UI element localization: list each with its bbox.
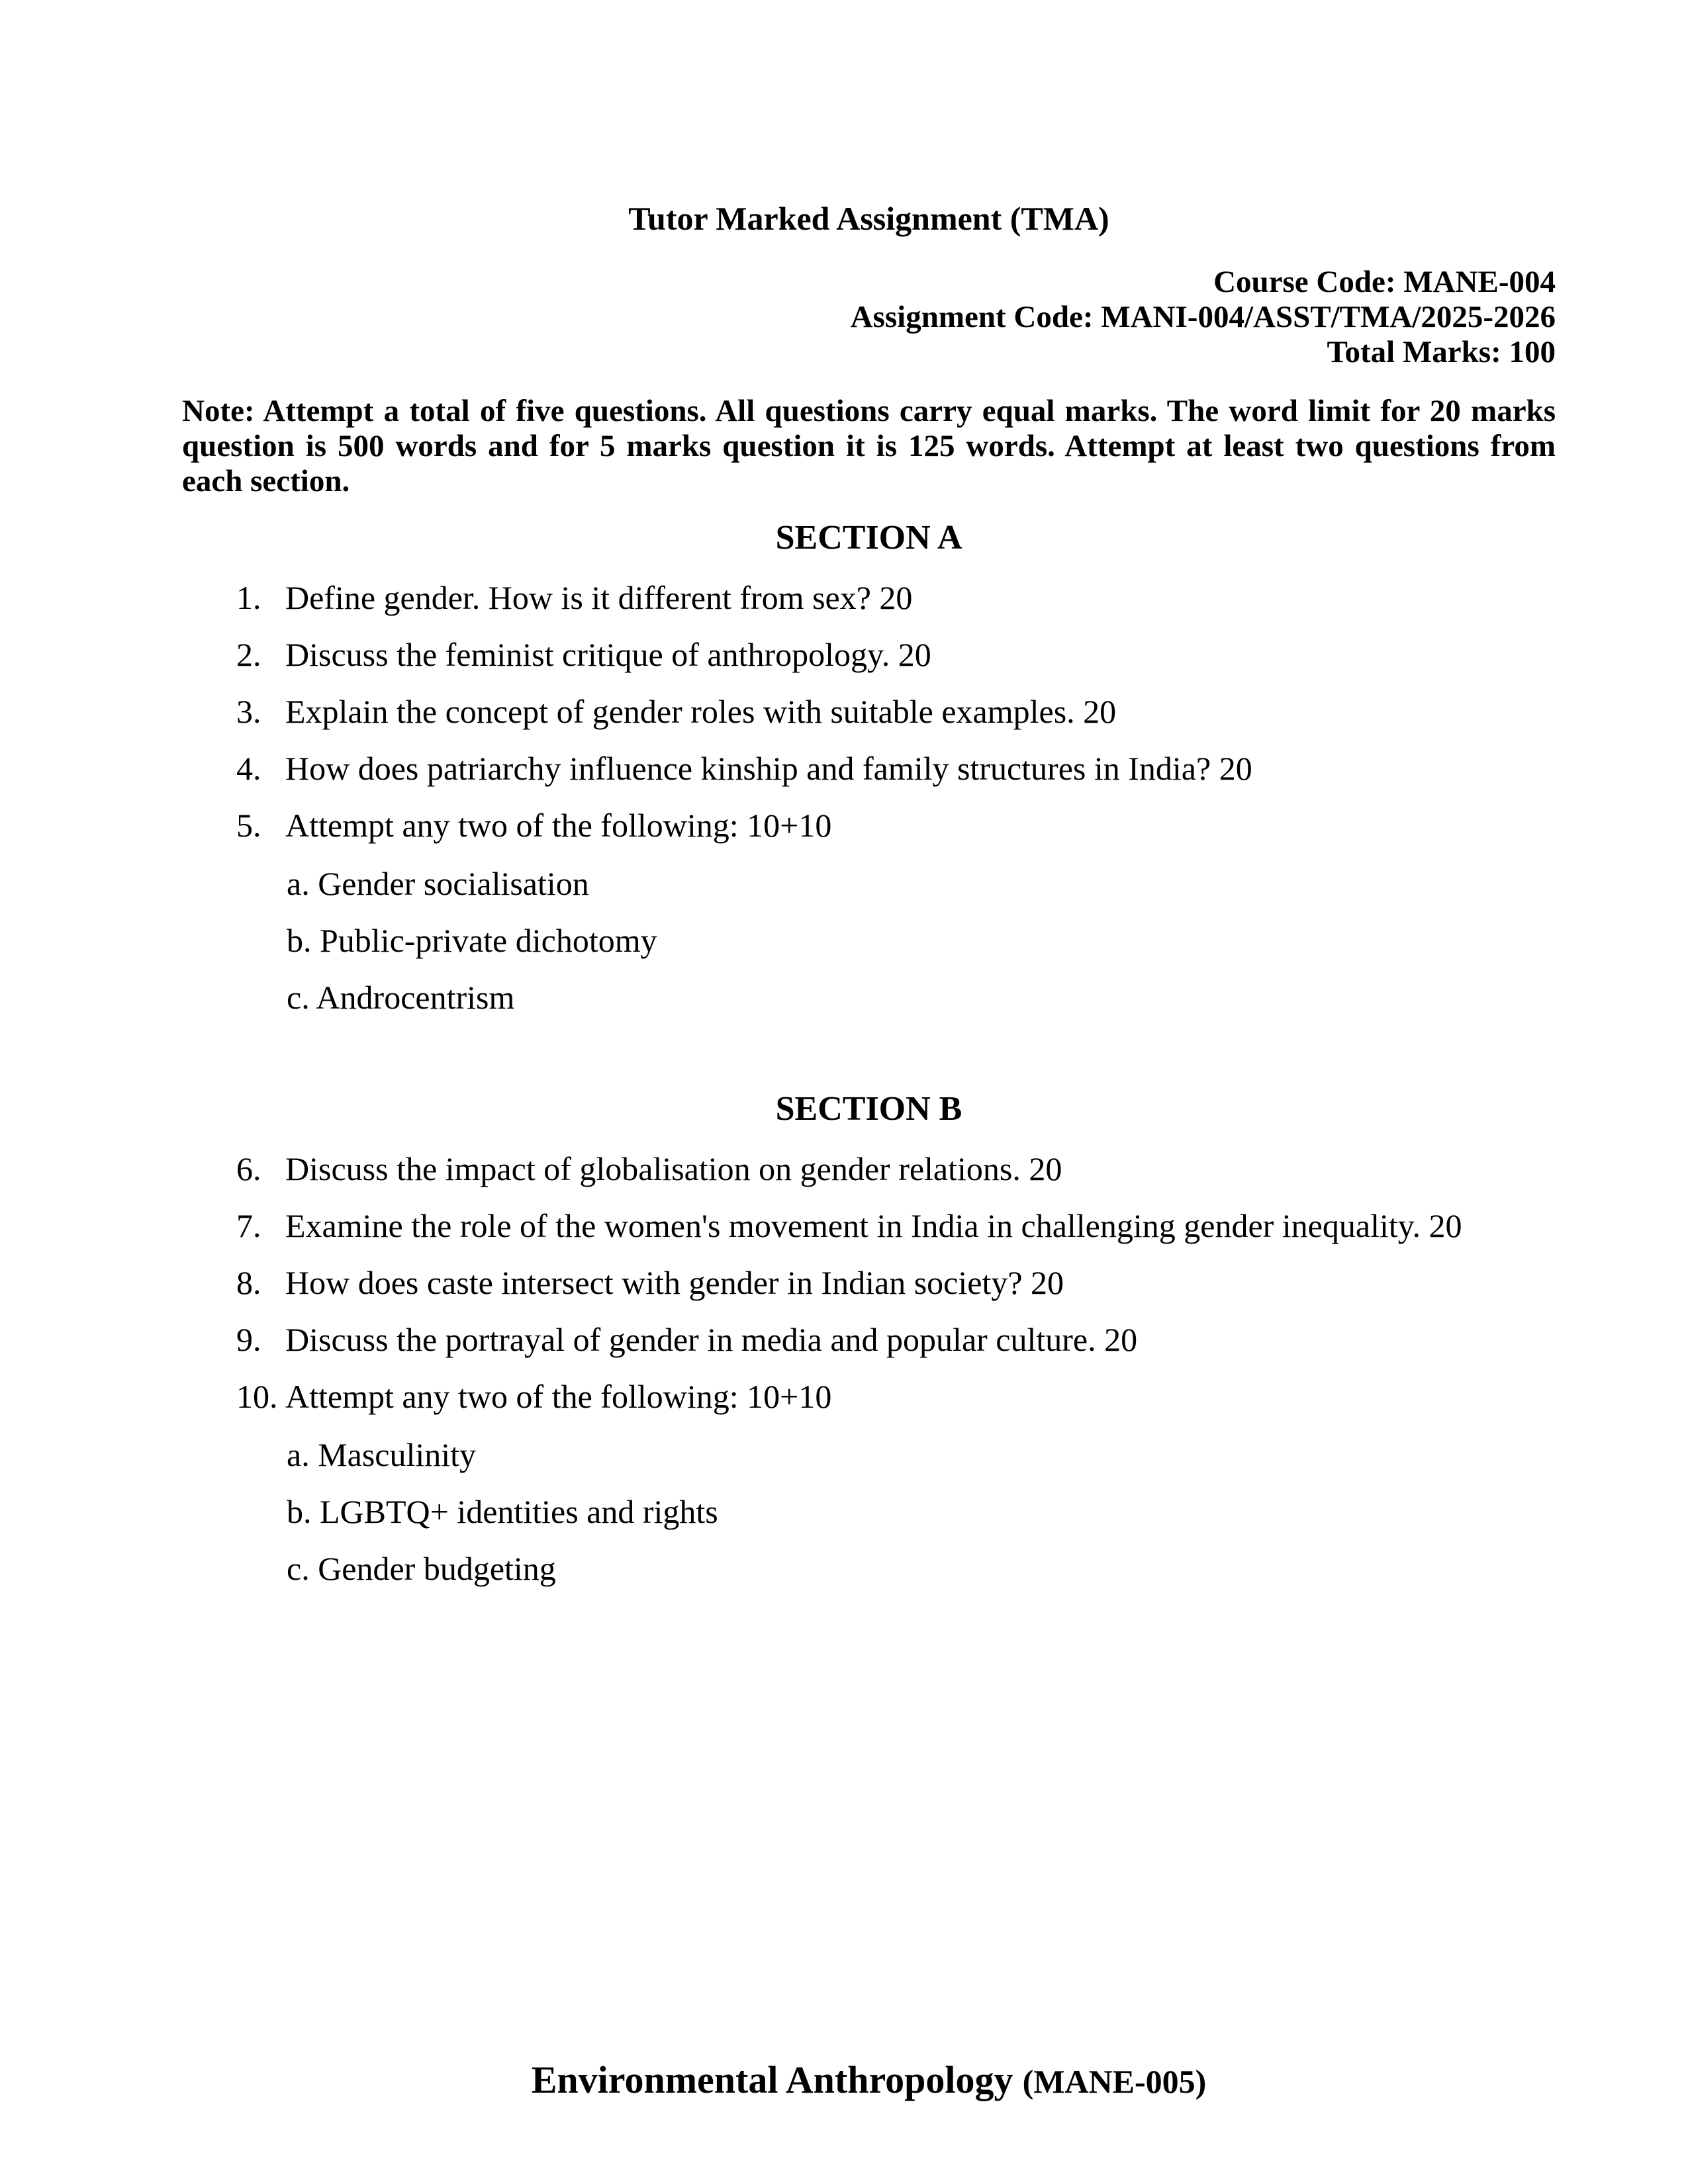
question-item bbox=[236, 1206, 1556, 1245]
section-b-question-list bbox=[182, 1150, 1556, 1588]
question-number: 7. bbox=[236, 1207, 261, 1244]
question-item bbox=[236, 1377, 1556, 1416]
header-codes bbox=[182, 265, 1556, 370]
question-text: Attempt any two of the following: 10+10 bbox=[285, 807, 832, 844]
question-number: 2. bbox=[236, 636, 261, 673]
section-a-heading: SECTION A bbox=[775, 519, 962, 557]
question-text: Discuss the portrayal of gender in media and popular culture. 20 bbox=[285, 1321, 1138, 1358]
question-item bbox=[236, 749, 1556, 788]
question-text: Discuss the impact of globalisation on gender relations. 20 bbox=[285, 1150, 1062, 1187]
question-text: Examine the role of the women's movement in India in challenging gender inequality. 20 bbox=[285, 1207, 1462, 1244]
question-item bbox=[236, 1263, 1556, 1302]
note-paragraph: Note: Attempt a total of five questions. All questions carry equal marks. The word limit for 20 marks question is 500 words and for 5 marks question it is 125 words. Attempt at least two questions from each section. bbox=[182, 394, 1556, 498]
section-a-question-list bbox=[182, 578, 1556, 1017]
document-title: Tutor Marked Assignment (TMA) bbox=[628, 200, 1109, 237]
question-number: 3. bbox=[236, 693, 261, 730]
section-a-sub-list bbox=[287, 864, 1556, 1017]
question-text: How does caste intersect with gender in Indian society? 20 bbox=[285, 1264, 1064, 1301]
question-number: 6. bbox=[236, 1150, 261, 1187]
question-item bbox=[236, 578, 1556, 617]
page-footer bbox=[182, 2057, 1556, 2103]
course-code: Course Code: MANE-004 bbox=[1213, 265, 1556, 299]
sub-item: c. Androcentrism bbox=[287, 979, 515, 1016]
question-number: 1. bbox=[236, 579, 261, 616]
question-number: 4. bbox=[236, 750, 261, 787]
question-item bbox=[236, 806, 1556, 844]
total-marks: Total Marks: 100 bbox=[1327, 335, 1556, 369]
question-text: Attempt any two of the following: 10+10 bbox=[285, 1378, 832, 1415]
sub-item: c. Gender budgeting bbox=[287, 1550, 556, 1587]
question-item bbox=[236, 1150, 1556, 1188]
question-item bbox=[236, 635, 1556, 674]
question-text: Explain the concept of gender roles with suitable examples. 20 bbox=[285, 693, 1117, 730]
sub-item: b. Public-private dichotomy bbox=[287, 922, 657, 959]
question-item bbox=[236, 692, 1556, 731]
sub-item: a. Masculinity bbox=[287, 1436, 477, 1473]
question-number: 5. bbox=[236, 807, 261, 844]
footer-course-code: (MANE-005) bbox=[1022, 2063, 1207, 2100]
question-item bbox=[236, 1320, 1556, 1359]
question-text: Define gender. How is it different from sex? 20 bbox=[285, 579, 913, 616]
assignment-code: Assignment Code: MANI-004/ASST/TMA/2025-2026 bbox=[850, 300, 1556, 334]
question-number: 10. bbox=[236, 1378, 278, 1415]
sub-item: a. Gender socialisation bbox=[287, 865, 589, 902]
section-b-sub-list bbox=[287, 1435, 1556, 1588]
question-number: 9. bbox=[236, 1321, 261, 1358]
sub-item: b. LGBTQ+ identities and rights bbox=[287, 1493, 718, 1530]
question-text: How does patriarchy influence kinship and family structures in India? 20 bbox=[285, 750, 1252, 787]
question-text: Discuss the feminist critique of anthropology. 20 bbox=[285, 636, 931, 673]
section-b-heading: SECTION B bbox=[775, 1090, 962, 1128]
footer-course-title: Environmental Anthropology bbox=[531, 2058, 1013, 2101]
question-number: 8. bbox=[236, 1264, 261, 1301]
